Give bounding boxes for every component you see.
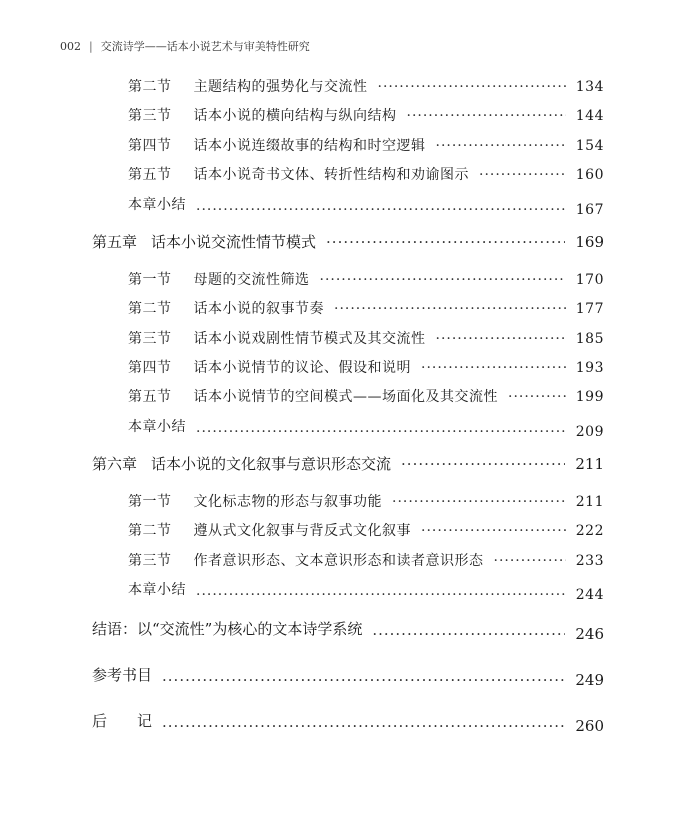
toc-entry-page: 246 [575,625,604,643]
toc-entry-number: 第一节 [128,272,172,288]
dot-leader [508,389,566,405]
toc-entry-title: 话本小说戏剧性情节模式及其交流性 [193,331,426,347]
toc-chapter-entry[interactable] [92,710,604,735]
dot-leader [421,523,566,539]
toc-entry-title: 话本小说连缀故事的结构和时空逻辑 [193,138,426,154]
toc-entry-page: 244 [575,587,604,603]
dot-leader [436,138,566,154]
dot-leader [421,360,566,376]
toc-entry-page: 193 [575,360,604,376]
toc-entry[interactable] [128,105,604,125]
toc-entry-page: 233 [575,553,604,569]
dot-leader [326,233,565,251]
dot-leader [436,331,566,347]
toc-entry[interactable] [128,491,604,511]
dot-leader [162,717,565,735]
toc-entry-number: 第一节 [128,494,172,510]
toc-entry[interactable] [128,328,604,348]
toc-entry-title: 话本小说奇书文体、转折性结构和劝谕图示 [193,167,469,183]
dot-leader [162,671,565,689]
toc-entry[interactable] [128,194,604,218]
toc-entry[interactable] [128,76,604,96]
dot-leader [392,494,566,510]
toc-entry-page: 144 [575,108,604,124]
dot-leader [320,272,566,288]
toc-entry-number: 第四节 [128,360,172,376]
toc-entry-number: 第六章 [92,455,138,473]
toc-entry-title: 作者意识形态、文本意识形态和读者意识形态 [193,553,484,569]
toc-entry-title: 遵从式文化叙事与背反式文化叙事 [193,523,411,539]
toc-entry-title: 话本小说情节的议论、假设和说明 [193,360,411,376]
toc-entry-number: 第三节 [128,108,172,124]
header-separator: | [89,39,93,53]
dot-leader [401,455,565,473]
toc-entry-number: 第四节 [128,138,172,154]
toc-entry-title: 话本小说的文化叙事与意识形态交流 [151,455,392,473]
toc-entry-page: 185 [575,331,604,347]
toc-entry-title: 话本小说的叙事节奏 [193,301,324,317]
toc-entry-title: 参考书目 [92,666,153,684]
toc-chapter-entry[interactable] [92,618,604,643]
toc-entry[interactable] [128,520,604,540]
toc-entry-title: 本章小结 [128,582,186,598]
dot-leader [196,587,566,603]
toc-entry[interactable] [128,269,604,289]
toc-entry[interactable] [128,416,604,440]
dot-leader [378,79,566,95]
toc-entry[interactable] [128,386,604,406]
toc-entry[interactable] [128,135,604,155]
toc-entry-title: 话本小说交流性情节模式 [151,233,317,251]
dot-leader [196,202,566,218]
toc-entry[interactable] [128,357,604,377]
dot-leader [334,301,566,317]
toc-entry-page: 170 [575,272,604,288]
toc-entry-page: 211 [575,494,604,510]
dot-leader [479,167,566,183]
toc-entry-title: 本章小结 [128,197,186,213]
dot-leader [196,424,566,440]
toc-entry-title: 结语：以“交流性”为核心的文本诗学系统 [92,620,363,638]
toc-entry-number: 第二节 [128,301,172,317]
toc-entry-page: 199 [575,389,604,405]
toc-entry-page: 134 [575,79,604,95]
toc-entry-page: 260 [575,717,604,735]
toc-entry-page: 160 [575,167,604,183]
toc-entry[interactable] [128,164,604,184]
header-book-title: 交流诗学——话本小说艺术与审美特性研究 [100,40,310,53]
toc-chapter-entry[interactable] [92,231,604,252]
dot-leader [407,108,566,124]
toc-entry-title: 母题的交流性筛选 [193,272,310,288]
toc-entry-page: 167 [575,202,604,218]
toc-entry-number: 第五章 [92,233,138,251]
toc-entry-title: 文化标志物的形态与叙事功能 [193,494,382,510]
toc-entry[interactable] [128,298,604,318]
toc-entry-number: 第三节 [128,331,172,347]
dot-leader [494,553,566,569]
toc-entry-title: 后 记 [92,712,153,730]
toc-entry-number: 第五节 [128,389,172,405]
toc-entry-title: 本章小结 [128,419,186,435]
toc-entry-number: 第三节 [128,553,172,569]
dot-leader [372,625,565,643]
toc-entry-title: 主题结构的强势化与交流性 [193,79,368,95]
toc-entry-page: 222 [575,523,604,539]
toc-entry-page: 249 [575,671,604,689]
toc-entry[interactable] [128,550,604,570]
toc-entry-title: 话本小说的横向结构与纵向结构 [193,108,397,124]
toc-entry-page: 177 [575,301,604,317]
toc-entry-page: 211 [575,455,604,473]
toc-entry-page: 209 [575,424,604,440]
header-page-number: 002 [60,39,81,53]
toc-chapter-entry[interactable] [92,664,604,689]
toc-entry-page: 169 [575,233,604,251]
toc-entry-page: 154 [575,138,604,154]
toc-entry[interactable] [128,579,604,603]
toc-entry-number: 第五节 [128,167,172,183]
toc-entry-number: 第二节 [128,79,172,95]
toc-entry-number: 第二节 [128,523,172,539]
toc-entry-title: 话本小说情节的空间模式——场面化及其交流性 [193,389,498,405]
toc-chapter-entry[interactable] [92,453,604,474]
